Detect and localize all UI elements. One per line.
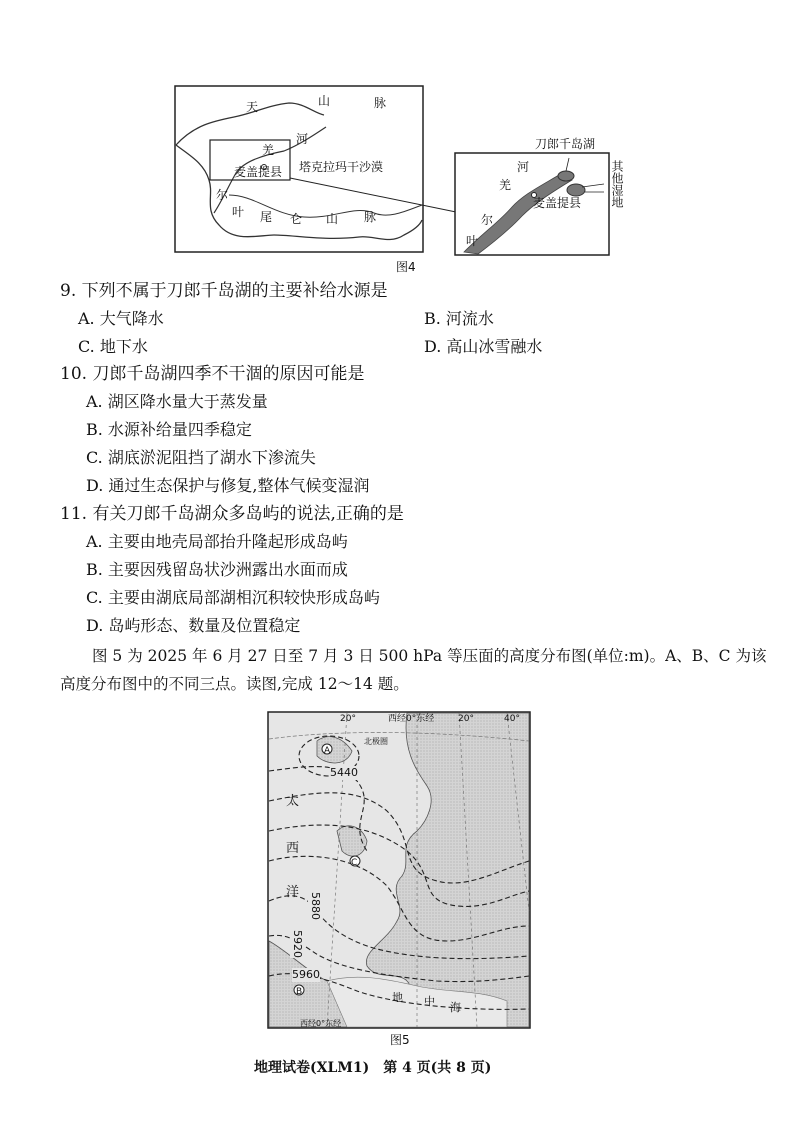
label-shan: 山	[318, 94, 331, 108]
option-a: A. 湖区降水量大于蒸发量	[86, 392, 268, 411]
label-ye: 叶	[232, 205, 245, 219]
label-er: 尔	[216, 188, 229, 202]
label-desert: 塔克拉玛干沙漠	[299, 160, 384, 174]
arctic-circle-label: 北极圈	[364, 737, 388, 746]
option-c: C. 主要由湖底局部湖相沉积较快形成岛屿	[86, 588, 380, 607]
label-shan2: 山	[326, 212, 339, 226]
lon-label-20w: 20°	[340, 714, 356, 724]
med-char-2: 中	[424, 995, 435, 1008]
label-wei: 尾	[260, 210, 273, 224]
contour-5960: 5960	[292, 968, 320, 981]
inset-label-other-wetland: 其他湿地	[610, 160, 624, 208]
inset-label-qiang: 羌	[499, 178, 512, 192]
point-c: C	[351, 858, 358, 868]
ocean-char-1: 太	[286, 794, 300, 809]
point-a: A	[324, 746, 331, 756]
label-qiang: 羌	[262, 143, 275, 157]
option-d: D. 岛屿形态、数量及位置稳定	[86, 616, 301, 635]
option-d: D. 高山冰雪融水	[424, 337, 543, 356]
option-c: C. 湖底淤泥阻挡了湖水下渗流失	[86, 448, 316, 467]
ocean-char-3: 洋	[286, 885, 300, 900]
question-stem: 9. 下列不属于刀郎千岛湖的主要补给水源是	[60, 281, 388, 301]
label-county: 麦盖提县	[234, 165, 283, 179]
label-he: 河	[296, 132, 309, 146]
option-b: B. 主要因残留岛状沙洲露出水面而成	[86, 560, 348, 579]
inset-label-ye: 叶	[466, 234, 479, 248]
lon-label-40e: 40°	[504, 714, 520, 724]
contour-5880: 5880	[309, 892, 322, 920]
option-a: A. 主要由地壳局部抬升隆起形成岛屿	[86, 532, 348, 551]
med-char-1: 地	[392, 991, 403, 1004]
label-tian: 天	[246, 100, 259, 114]
option-d: D. 通过生态保护与修复,整体气候变湿润	[86, 476, 370, 495]
lon-label-20e: 20°	[458, 714, 474, 724]
inset-label-he: 河	[517, 160, 530, 174]
question-stem: 11. 有关刀郎千岛湖众多岛屿的说法,正确的是	[60, 504, 404, 524]
lon-label-0: 西经0°东经	[388, 714, 435, 724]
bottom-lon-label: 西经0°东经	[300, 1019, 342, 1028]
contour-5440: 5440	[330, 766, 358, 779]
ocean-char-2: 西	[286, 841, 300, 856]
fig4-connector	[280, 150, 460, 220]
option-b: B. 河流水	[424, 309, 494, 328]
intro-line-1: 图 5 为 2025 年 6 月 27 日至 7 月 3 日 500 hPa 等压面的高度分布图(单位:m)。A、B、C 为该	[92, 647, 767, 665]
fig4-caption: 图4	[396, 260, 416, 274]
fig5-caption: 图5	[390, 1033, 410, 1047]
label-lun: 仑	[290, 212, 303, 226]
med-char-3: 海	[450, 1001, 461, 1014]
inset-label-er: 尔	[481, 213, 494, 227]
label-mai: 脉	[374, 96, 387, 110]
contour-5920: 5920	[291, 930, 304, 958]
option-b: B. 水源补给量四季稳定	[86, 420, 252, 439]
question-stem: 10. 刀郎千岛湖四季不干涸的原因可能是	[60, 364, 365, 384]
inset-label-lake: 刀郎千岛湖	[535, 137, 596, 151]
label-mai2: 脉	[364, 210, 377, 224]
inset-label-county: 麦盖提县	[533, 196, 582, 210]
point-b: B	[296, 987, 303, 997]
option-c: C. 地下水	[78, 337, 148, 356]
intro-line-2: 高度分布图中的不同三点。读图,完成 12～14 题。	[60, 675, 409, 693]
page-footer: 地理试卷(XLM1) 第 4 页(共 8 页)	[254, 1060, 492, 1076]
option-a: A. 大气降水	[78, 309, 164, 328]
